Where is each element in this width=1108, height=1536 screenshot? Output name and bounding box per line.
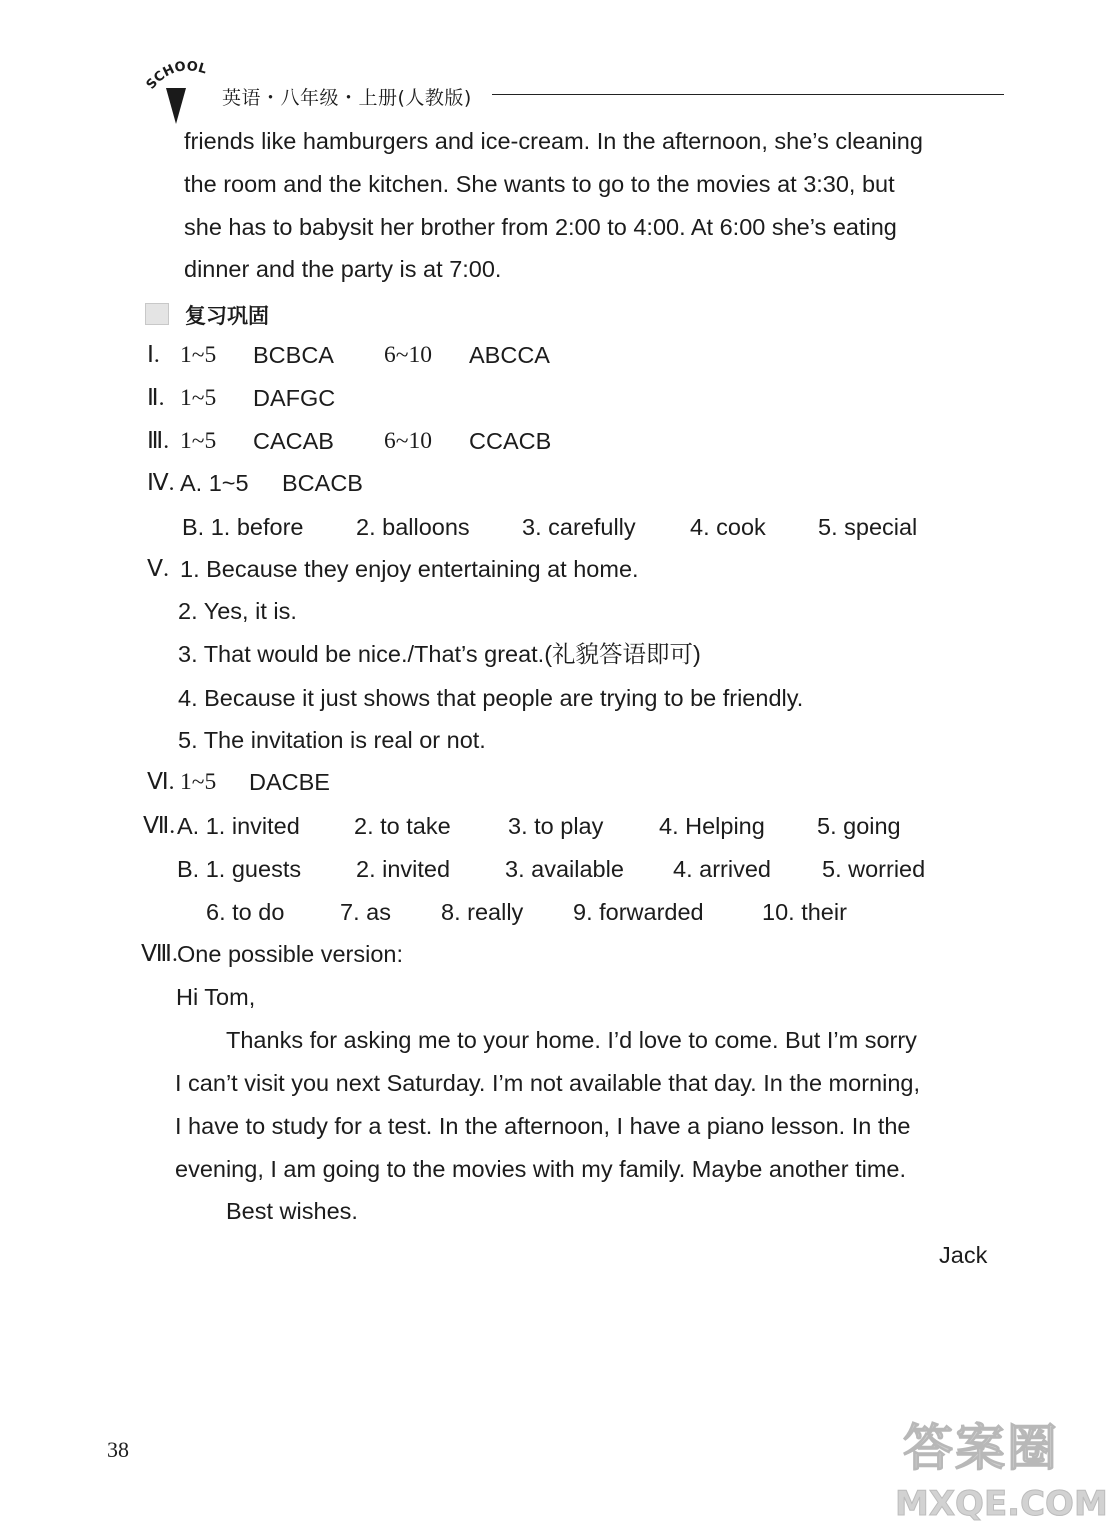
answer-range: A. 1~5 <box>180 470 249 496</box>
answer-item: 4. Because it just shows that people are trying to be friendly. <box>178 685 804 711</box>
answer-key: BCBCA <box>253 342 334 368</box>
section-title: 复习巩固 <box>185 304 269 328</box>
answer-item: 5. worried <box>822 856 926 882</box>
header-rule <box>492 94 1004 95</box>
letter-greeting: Hi Tom, <box>176 984 256 1010</box>
answer-item: 3. carefully <box>522 514 636 540</box>
intro-line: she has to babysit her brother from 2:00 to 4:00. At 6:00 she’s eating <box>184 214 897 240</box>
answer-item: 3. to play <box>508 813 604 839</box>
answer-label-i: Ⅰ. <box>147 342 160 368</box>
answer-item: 3. available <box>505 856 624 882</box>
intro-line: dinner and the party is at 7:00. <box>184 256 502 282</box>
answer-item: 5. going <box>817 813 901 839</box>
intro-line: the room and the kitchen. She wants to go to the movies at 3:30, but <box>184 171 895 197</box>
letter-closing: Best wishes. <box>226 1198 358 1224</box>
answer-item: 5. special <box>818 514 918 540</box>
intro-line: friends like hamburgers and ice-cream. In the afternoon, she’s cleaning <box>184 128 923 154</box>
letter-body-line: evening, I am going to the movies with my family. Maybe another time. <box>175 1156 907 1182</box>
watermark-en-text: MXQE.COM <box>895 1484 1108 1524</box>
answer-range: 6~10 <box>384 342 432 368</box>
svg-text:SCHOOL <box>144 60 209 92</box>
letter-body-line: Thanks for asking me to your home. I’d love to come. But I’m sorry <box>226 1027 917 1053</box>
answer-item: 2. invited <box>356 856 451 882</box>
answer-label-iii: Ⅲ. <box>147 428 170 454</box>
answer-range: 1~5 <box>180 342 217 368</box>
letter-body-line: I have to study for a test. In the afternoon, I have a piano lesson. In the <box>175 1113 911 1139</box>
logo-text: SCHOOL <box>143 60 209 93</box>
answer-item: 10. their <box>762 899 847 925</box>
answer-item: 2. to take <box>354 813 451 839</box>
answer-range: 1~5 <box>180 385 217 411</box>
answer-label-viii: Ⅷ. <box>141 941 178 967</box>
answer-key: BCACB <box>282 470 363 496</box>
answer-item: 2. Yes, it is. <box>178 598 297 624</box>
letter-signature: Jack <box>939 1242 988 1268</box>
answer-label-vii: Ⅶ. <box>143 813 176 839</box>
answer-range: 1~5 <box>180 428 217 454</box>
answer-item: 4. arrived <box>673 856 771 882</box>
answer-key: CCACB <box>469 428 552 454</box>
answer-item: 4. Helping <box>659 813 765 839</box>
answer-key: ABCCA <box>469 342 550 368</box>
answer-item: 5. The invitation is real or not. <box>178 727 486 753</box>
watermark-cn-text: 答案圈 <box>903 1419 1059 1477</box>
answer-item: B. 1. guests <box>177 856 302 882</box>
header-title: 英语・八年级・上册(人教版) <box>222 87 472 109</box>
answer-label-vi: Ⅵ. <box>147 769 175 795</box>
answer-item: 4. cook <box>690 514 766 540</box>
essay-intro: One possible version: <box>177 941 403 967</box>
answer-item: 1. Because they enjoy entertaining at home. <box>180 556 639 582</box>
answer-label-ii: Ⅱ. <box>147 385 165 411</box>
answer-key: DACBE <box>249 769 330 795</box>
answer-item: 6. to do <box>206 899 285 925</box>
answer-item: A. 1. invited <box>177 813 300 839</box>
answer-item: 7. as <box>340 899 391 925</box>
answer-label-iv: Ⅳ. <box>147 470 175 496</box>
answer-item: 8. really <box>441 899 524 925</box>
answer-key: CACAB <box>253 428 334 454</box>
answer-range: 1~5 <box>180 769 217 795</box>
page-number: 38 <box>107 1437 129 1462</box>
answer-item: B. 1. before <box>182 514 304 540</box>
gray-square-icon <box>145 303 169 325</box>
school-logo-icon <box>140 60 220 128</box>
letter-body-line: I can’t visit you next Saturday. I’m not available that day. In the morning, <box>175 1070 920 1096</box>
answer-item: 9. forwarded <box>573 899 704 925</box>
answer-item: 2. balloons <box>356 514 470 540</box>
answer-key: DAFGC <box>253 385 336 411</box>
answer-label-v: Ⅴ. <box>147 556 169 582</box>
answer-item: 3. That would be nice./That’s great.(礼貌答语即可) <box>178 641 701 667</box>
answer-range: 6~10 <box>384 428 432 454</box>
watermark <box>895 1408 1108 1528</box>
